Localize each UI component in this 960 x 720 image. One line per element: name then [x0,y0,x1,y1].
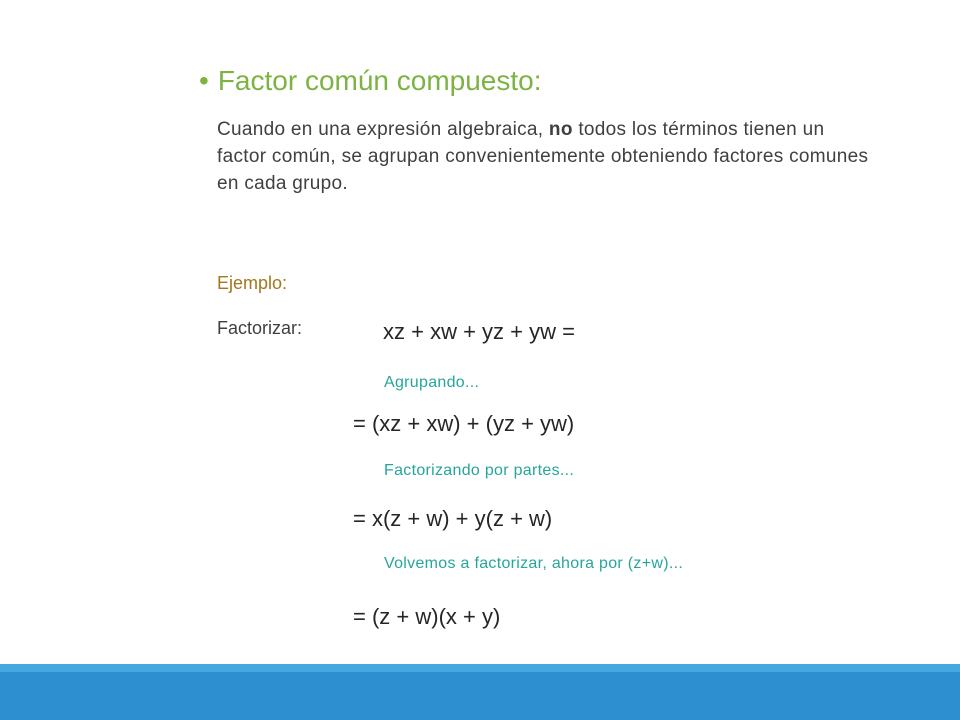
intro-paragraph [217,116,877,197]
footer-bar [0,664,960,720]
slide-title [199,64,542,98]
example-label: Ejemplo: [217,273,288,293]
step-note-factor-parts: Factorizando por partes... [384,462,575,479]
expression-partial-factor: = x(z + w) + y(z + w) [353,506,553,531]
expression-result: = (z + w)(x + y) [353,604,501,629]
step-note-factor-again: Volvemos a factorizar, ahora por (z+w)... [384,555,684,572]
footer-accent-line [0,664,960,672]
factorize-label: Factorizar: [217,318,303,338]
intro-text-after: todos los términos tienen un factor común, se agrupan convenientemente obteniendo factores comunes en cada grupo. [217,119,869,194]
intro-text-bold: no [548,119,573,140]
expression-grouped: = (xz + xw) + (yz + yw) [353,411,575,436]
step-note-grouping: Agrupando... [384,374,480,391]
intro-text-before: Cuando en una expresión algebraica, [217,119,549,140]
title-bullet: • [199,65,209,96]
expression-original: xz + xw + yz + yw = [383,319,575,344]
title-text: Factor común compuesto: [217,65,542,96]
